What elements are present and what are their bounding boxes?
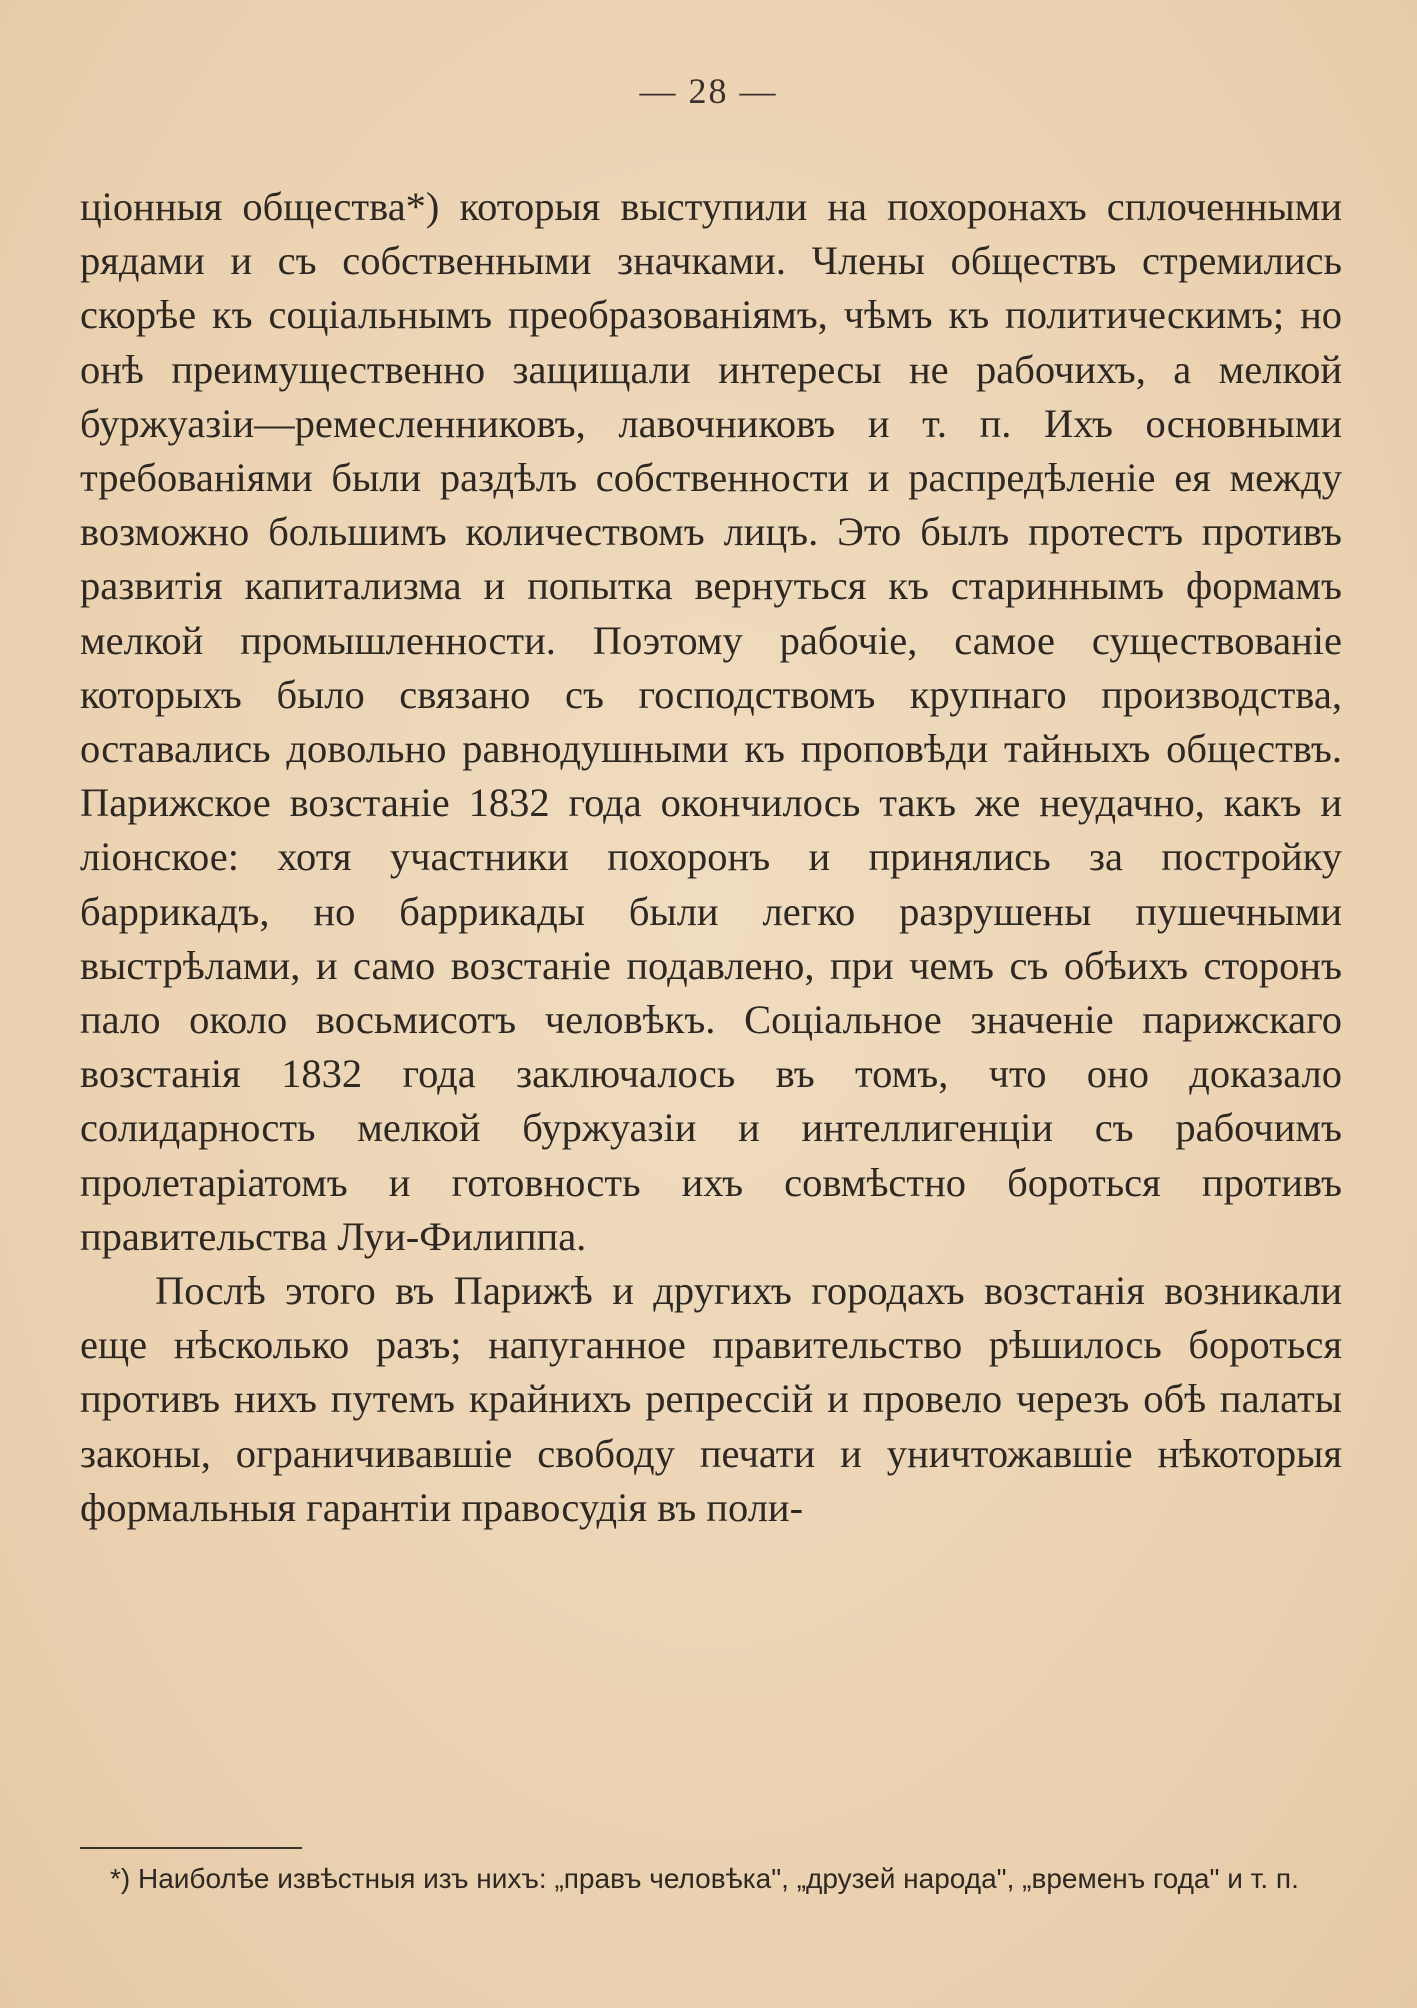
footnote-divider — [80, 1847, 302, 1849]
paragraph-2: Послѣ этого въ Парижѣ и другихъ городахъ возстанія возникали еще нѣсколько разъ; напуганное правительство рѣшилось бороться противъ нихъ путемъ крайнихъ репрессій и провело черезъ обѣ палаты законы, ограничивавшіе свободу печати и уничтожавшіе нѣкоторыя формальныя гарантіи правосудія въ поли- — [80, 1268, 1342, 1530]
footnote-block — [80, 1858, 1342, 1900]
main-text-block — [80, 180, 1342, 1535]
page-number: — 28 — — [639, 71, 778, 111]
footnote-text: *) Наиболѣе извѣстныя изъ нихъ: „правъ человѣка", „друзей народа", „временъ года" и т. п. — [110, 1863, 1299, 1894]
paragraph-1: ціонныя общества*) которыя выступили на похоронахъ сплоченными рядами и съ собственными значками. Члены обществъ стремились скорѣе къ соціальнымъ преобразованіямъ, чѣмъ къ политическимъ; но онѣ преимущественно защищали интересы не рабочихъ, а мелкой буржуазіи—ремесленниковъ, лавочниковъ и т. п. Ихъ основными требованіями были раздѣлъ собственности и распредѣленіе ея между возможно большимъ количествомъ лицъ. Это былъ протестъ противъ развитія капитализма и попытка вернуться къ стариннымъ формамъ мелкой промышленности. Поэтому рабочіе, самое существованіе которыхъ было связано съ господствомъ крупнаго производства, оставались довольно равнодушными къ проповѣди тайныхъ обществъ. Парижское возстаніе 1832 года окончилось такъ же неудачно, какъ и ліонское: хотя участники похоронъ и принялись за постройку баррикадъ, но баррикады были легко разрушены пушечными выстрѣлами, и само возстаніе подавлено, при чемъ съ обѣихъ сторонъ пало около восьмисотъ человѣкъ. Соціальное значеніе парижскаго возстанія 1832 года заключалось въ томъ, что оно доказало солидарность мелкой буржуазіи и интеллигенціи съ рабочимъ пролетаріатомъ и готовность ихъ совмѣстно бороться противъ правительства Луи-Филиппа. — [80, 184, 1342, 1259]
